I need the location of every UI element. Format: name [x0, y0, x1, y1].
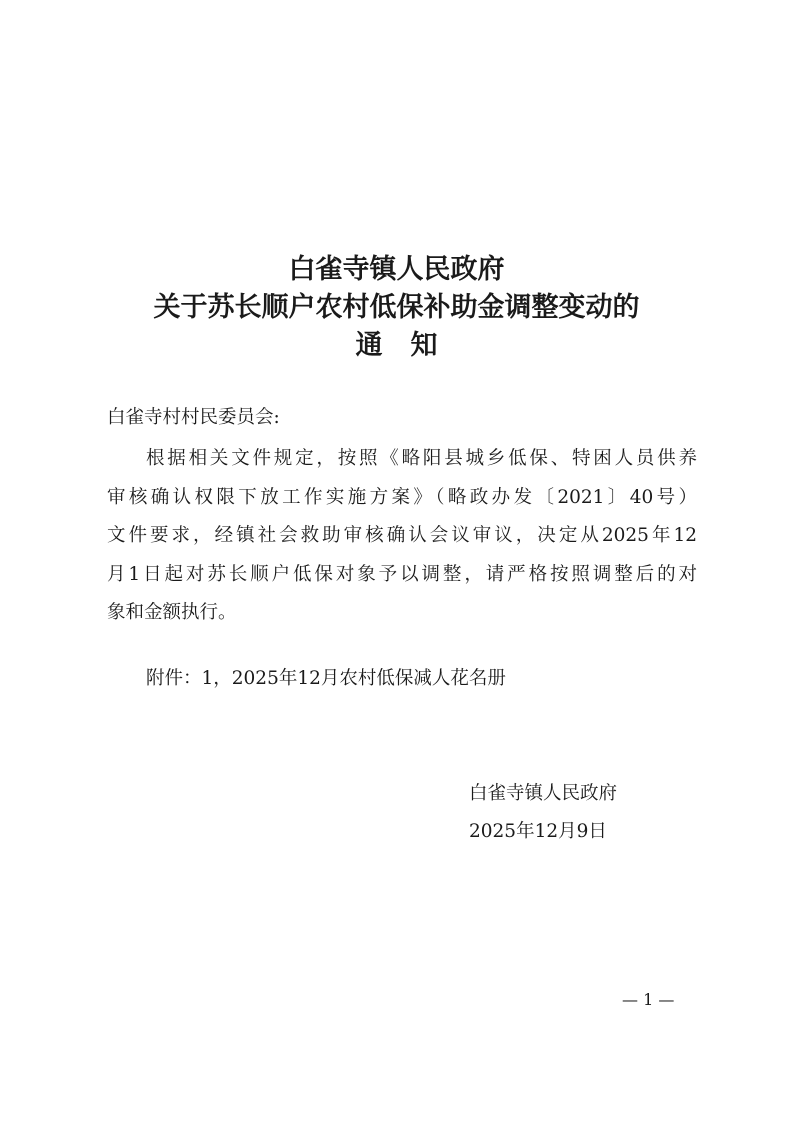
document-title-line-1: 白雀寺镇人民政府: [288, 254, 505, 285]
signature-date: 2025年12月9日: [469, 821, 607, 842]
document-title-line-2: 关于苏长顺户农村低保补助金调整变动的: [153, 292, 640, 323]
body-line: 月1日起对苏长顺户低保对象予以调整，请严格按照调整后的对: [107, 563, 697, 585]
body-paragraph: [107, 440, 697, 633]
attachment-note: 附件：1，2025年12月农村低保减人花名册: [146, 668, 506, 689]
body-line: 文件要求，经镇社会救助审核确认会议审议，决定从2025年12: [107, 525, 697, 546]
body-line: 象和金额执行。: [107, 602, 237, 623]
page-number: — 1 —: [622, 990, 675, 1009]
body-line: 审核确认权限下放工作实施方案》（略政办发〔2021〕40号）: [107, 486, 697, 508]
addressee: 白雀寺村村民委员会:: [107, 407, 280, 428]
document-title-line-3: 通知: [355, 330, 466, 361]
body-line: 根据相关文件规定，按照《略阳县城乡低保、特困人员供养: [146, 448, 697, 469]
signature-org: 白雀寺镇人民政府: [469, 783, 618, 804]
